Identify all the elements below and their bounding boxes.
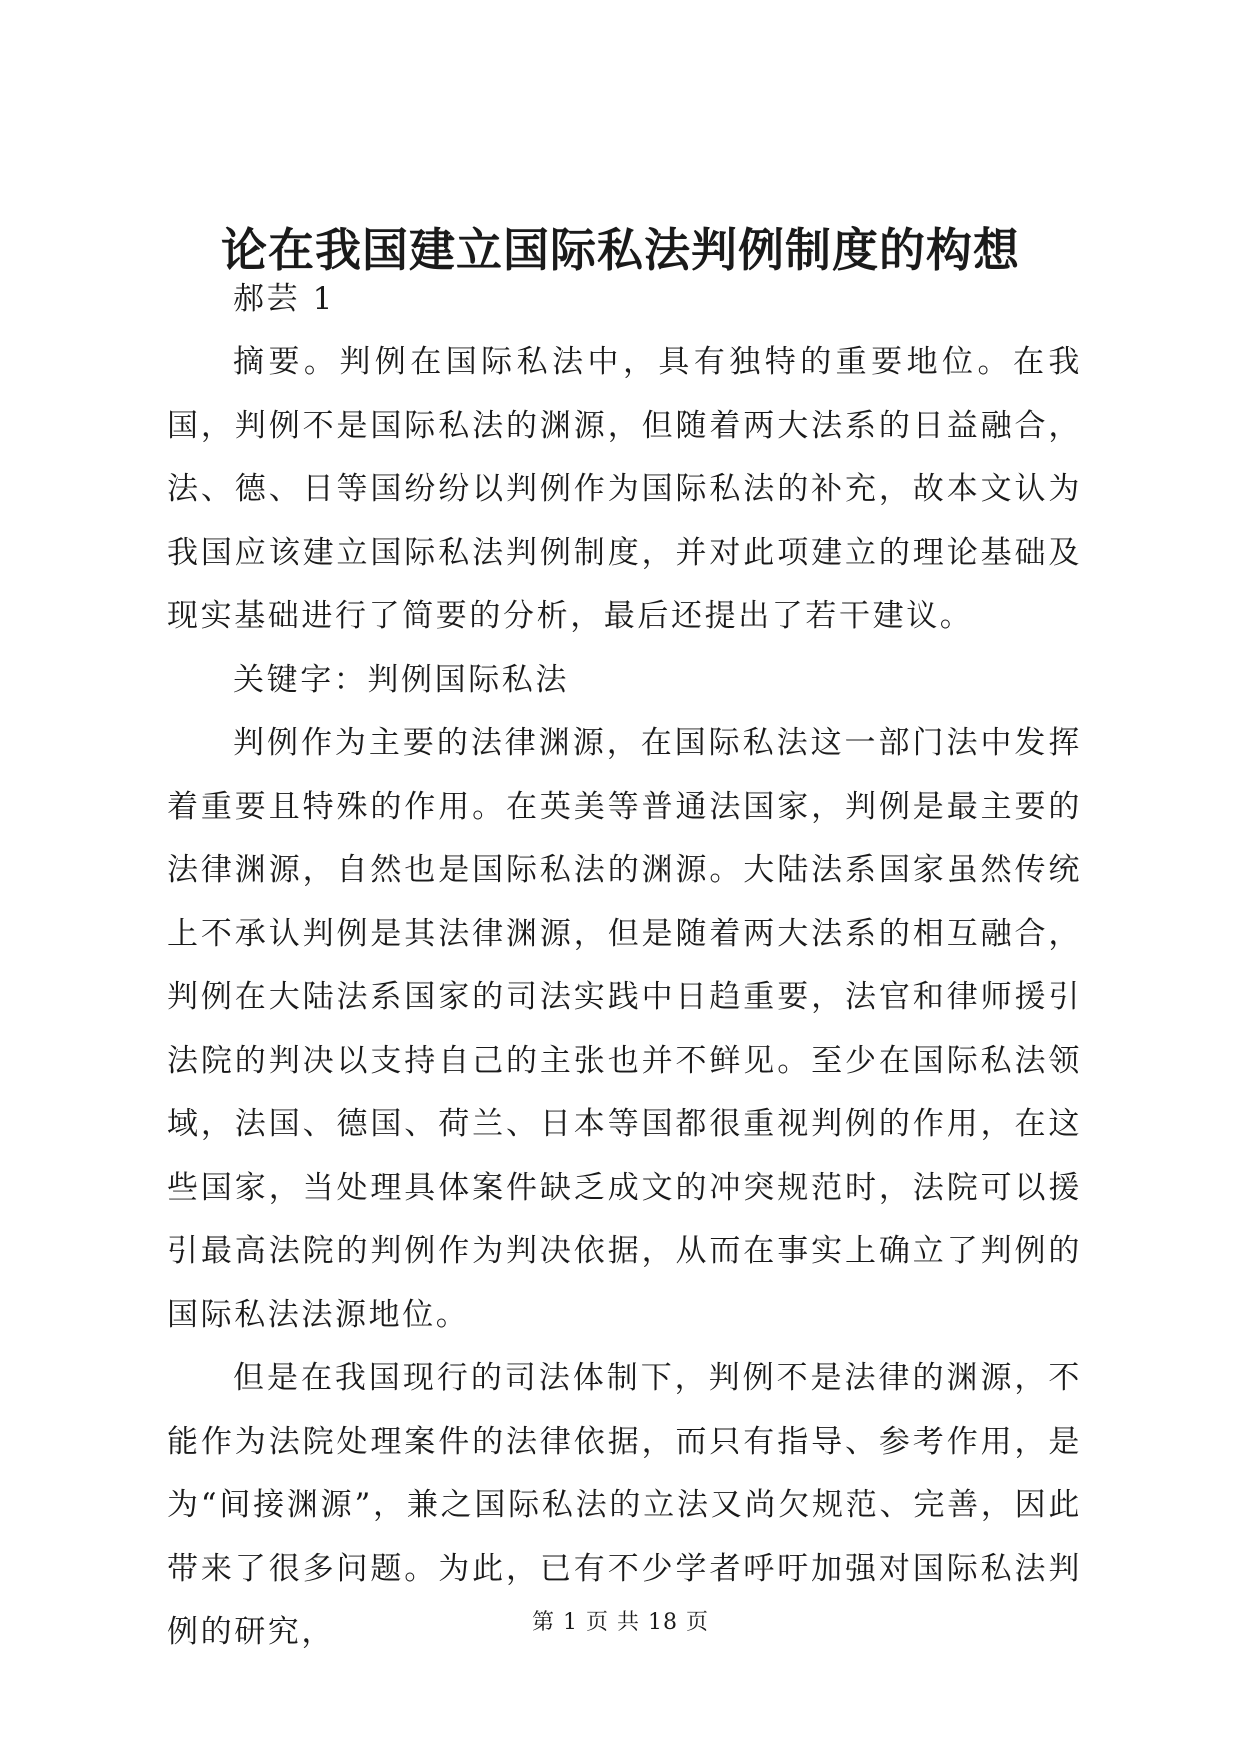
document-body — [167, 331, 1082, 1665]
abstract-paragraph: 摘要。判例在国际私法中，具有独特的重要地位。在我国，判例不是国际私法的渊源，但随着两大法系的日益融合，法、德、日等国纷纷以判例作为国际私法的补充，故本文认为我国应该建立国际私法判例制度，并对此项建立的理论基础及现实基础进行了简要的分析，最后还提出了若干建议。 — [167, 344, 1082, 634]
author-line: 郝芸 1 — [233, 281, 335, 317]
body-paragraph: 但是在我国现行的司法体制下，判例不是法律的渊源，不能作为法院处理案件的法律依据，而只有指导、参考作用，是为“间接渊源”，兼之国际私法的立法又尚欠规范、完善，因此带来了很多问题。为此，已有不少学者呼吁加强对国际私法判例的研究， — [167, 1360, 1082, 1650]
keywords-paragraph: 关键字：判例国际私法 — [233, 661, 569, 698]
body-paragraph: 判例作为主要的法律渊源，在国际私法这一部门法中发挥着重要且特殊的作用。在英美等普通法国家，判例是最主要的法律渊源，自然也是国际私法的渊源。大陆法系国家虽然传统上不承认判例是其法律渊源，但是随着两大法系的相互融合，判例在大陆法系国家的司法实践中日趋重要，法官和律师援引法院的判决以支持自己的主张也并不鲜见。至少在国际私法领域，法国、德国、荷兰、日本等国都很重视判例的作用，在这些国家，当处理具体案件缺乏成文的冲突规范时，法院可以援引最高法院的判例作为判决依据，从而在事实上确立了判例的国际私法法源地位。 — [167, 725, 1082, 1333]
page-title: 论在我国建立国际私法判例制度的构想 — [221, 223, 1020, 277]
page-footer: 第 1 页 共 18 页 — [532, 1610, 709, 1635]
